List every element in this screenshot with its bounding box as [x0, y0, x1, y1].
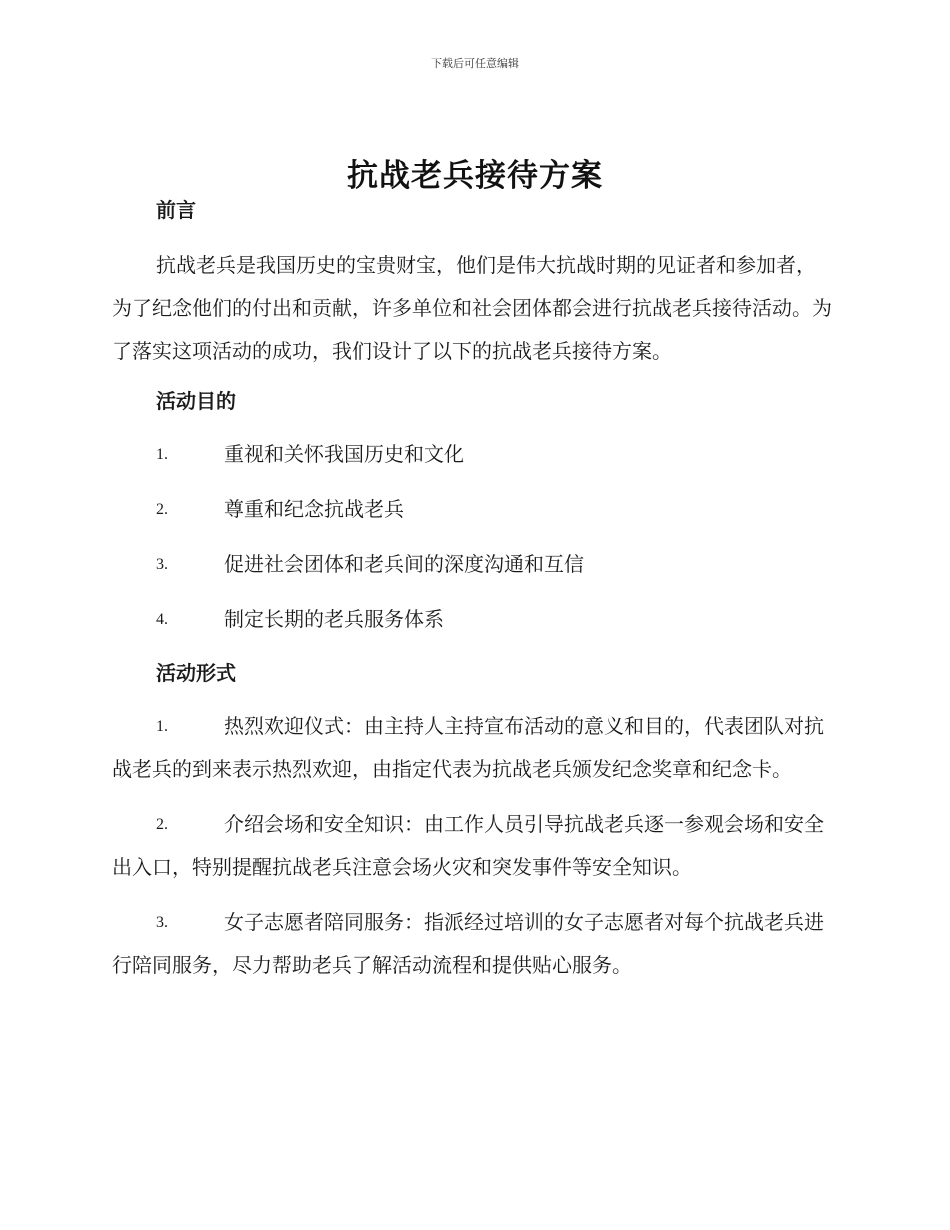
form-list-item	[112, 803, 834, 889]
list-number: 2.	[156, 816, 168, 833]
list-number: 3.	[156, 914, 168, 931]
form-list-item	[112, 705, 834, 791]
preface-paragraph: 抗战老兵是我国历史的宝贵财宝，他们是伟大抗战时期的见证者和参加者，为了纪念他们的付出和贡献，许多单位和社会团体都会进行抗战老兵接待活动。为了落实这项活动的成功，我们设计了以下的抗战老兵接待方案。	[112, 253, 832, 363]
list-item-text: 尊重和纪念抗战老兵	[224, 497, 404, 521]
section-heading-purpose: 活动目的	[156, 389, 236, 413]
section-heading-preface: 前言	[156, 198, 196, 222]
document-title: 抗战老兵接待方案	[347, 158, 603, 194]
list-item-text: 促进社会团体和老兵间的深度沟通和互信	[224, 552, 584, 576]
list-number: 1.	[156, 446, 168, 463]
list-item-text: 介绍会场和安全知识：由工作人员引导抗战老兵逐一参观会场和安全出入口，特别提醒抗战老兵注意会场火灾和突发事件等安全知识。	[112, 812, 824, 879]
header-note: 下载后可任意编辑	[431, 57, 519, 70]
section-heading-form: 活动形式	[156, 661, 236, 685]
form-list-item	[112, 901, 834, 987]
list-number: 1.	[156, 718, 168, 735]
list-number: 4.	[156, 611, 168, 628]
document-body	[112, 198, 834, 999]
list-item-text: 女子志愿者陪同服务：指派经过培训的女子志愿者对每个抗战老兵进行陪同服务，尽力帮助老兵了解活动流程和提供贴心服务。	[112, 910, 824, 977]
purpose-list-item	[112, 433, 834, 476]
list-item-text: 热烈欢迎仪式：由主持人主持宣布活动的意义和目的，代表团队对抗战老兵的到来表示热烈欢迎，由指定代表为抗战老兵颁发纪念奖章和纪念卡。	[112, 714, 824, 781]
list-item-text: 重视和关怀我国历史和文化	[224, 442, 464, 466]
purpose-list-item	[112, 488, 834, 531]
purpose-list-item	[112, 543, 834, 586]
list-number: 2.	[156, 501, 168, 518]
list-item-text: 制定长期的老兵服务体系	[224, 607, 444, 631]
purpose-list-item	[112, 598, 834, 641]
list-number: 3.	[156, 556, 168, 573]
